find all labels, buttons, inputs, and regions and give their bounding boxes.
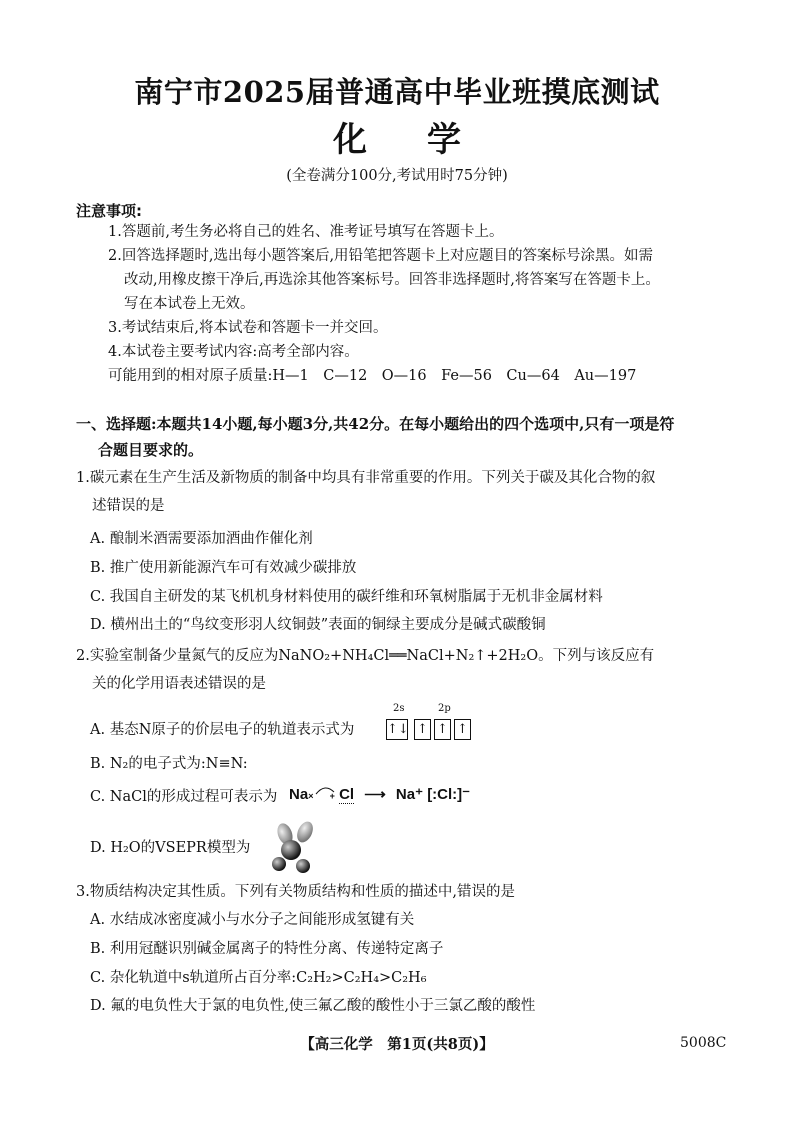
orbital-2s-box: ↑↓	[386, 719, 408, 740]
q1-option-d: D. 横州出土的“鸟纹变形羽人纹铜鼓”表面的铜绿主要成分是碱式碳酸铜	[90, 617, 546, 633]
exam-code: 5008C	[680, 1035, 727, 1051]
page-footer: 【高三化学 第1页(共8页)】	[300, 1036, 494, 1053]
notice-item: 4.本试卷主要考试内容:高考全部内容。	[108, 344, 359, 360]
orbital-2p-box: ↑	[414, 719, 431, 740]
orbital-2p-label: 2p	[438, 703, 451, 714]
q1-option-b: B. 推广使用新能源汽车可有效减少碳排放	[90, 560, 357, 576]
q3-option-c: C. 杂化轨道中s轨道所占百分率:C₂H₂>C₂H₄>C₂H₆	[90, 970, 427, 986]
cl-symbol: Cl	[339, 786, 355, 803]
q2-stem-cont: 关的化学用语表述错误的是	[92, 676, 266, 692]
orbital-2p-box: ↑	[434, 719, 451, 740]
q2-option-b: B. N₂的电子式为:N≡N:	[90, 756, 248, 772]
q2-stem: 2.实验室制备少量氮气的反应为NaNO₂+NH₄Cl══NaCl+N₂↑+2H₂O。下列与该反应有	[76, 648, 655, 664]
notice-item: 改动,用橡皮擦干净后,再选涂其他答案标号。回答非选择题时,将答案写在答题卡上。	[124, 272, 660, 288]
q2-option-c: C. NaCl的形成过程可表示为	[90, 789, 278, 805]
vsepr-model-icon	[265, 820, 321, 876]
q2-option-d: D. H₂O的VSEPR模型为	[90, 840, 251, 856]
na-symbol: Na	[289, 786, 309, 803]
notice-item: 1.答题前,考生务必将自己的姓名、准考证号填写在答题卡上。	[108, 224, 504, 240]
q3-option-b: B. 利用冠醚识别碱金属离子的特性分离、传递特定离子	[90, 941, 444, 957]
q1-stem: 1.碳元素在生产生活及新物质的制备中均具有非常重要的作用。下列关于碳及其化合物的叙	[76, 470, 656, 486]
full-mark-note: (全卷满分100分,考试用时75分钟)	[286, 168, 508, 184]
notice-item: 写在本试卷上无效。	[124, 296, 255, 312]
orbital-2s-label: 2s	[393, 703, 405, 714]
q1-option-a: A. 酿制米酒需要添加酒曲作催化剂	[90, 531, 313, 547]
orbital-2p-box: ↑	[454, 719, 471, 740]
q1-option-c: C. 我国自主研发的某飞机机身材料使用的碳纤维和环氧树脂属于无机非金属材料	[90, 589, 603, 605]
notice-item: 2.回答选择题时,选出每小题答案后,用铅笔把答题卡上对应题目的答案标号涂黑。如需	[108, 248, 654, 264]
section-heading-cont: 合题目要求的。	[98, 441, 204, 459]
reaction-arrow: ⟶	[364, 786, 386, 803]
subject-title: 化学	[333, 120, 521, 160]
q3-option-a: A. 水结成冰密度减小与水分子之间能形成氢键有关	[90, 912, 415, 928]
nacl-formation: Na× + Cl ⟶ Na⁺ [:Cl:]⁻	[289, 786, 471, 803]
cl-ion: [:Cl:]⁻	[427, 786, 471, 803]
notice-item: 3.考试结束后,将本试卷和答题卡一并交回。	[108, 320, 388, 336]
na-ion: Na⁺	[395, 786, 424, 803]
exam-title: 南宁市2025届普通高中毕业班摸底测试	[134, 75, 660, 109]
atomic-mass-note: 可能用到的相对原子质量:H—1 C—12 O—16 Fe—56 Cu—64 Au—197	[108, 368, 637, 384]
section-heading: 一、选择题:本题共14小题,每小题3分,共42分。在每小题给出的四个选项中,只有一项是符	[76, 415, 675, 433]
q3-stem: 3.物质结构决定其性质。下列有关物质结构和性质的描述中,错误的是	[76, 884, 515, 900]
notice-heading: 注意事项:	[76, 202, 142, 220]
q1-stem-cont: 述错误的是	[92, 498, 165, 514]
q3-option-d: D. 氟的电负性大于氯的电负性,使三氟乙酸的酸性小于三氯乙酸的酸性	[90, 998, 536, 1014]
q2-option-a: A. 基态N原子的价层电子的轨道表示式为	[90, 722, 355, 738]
